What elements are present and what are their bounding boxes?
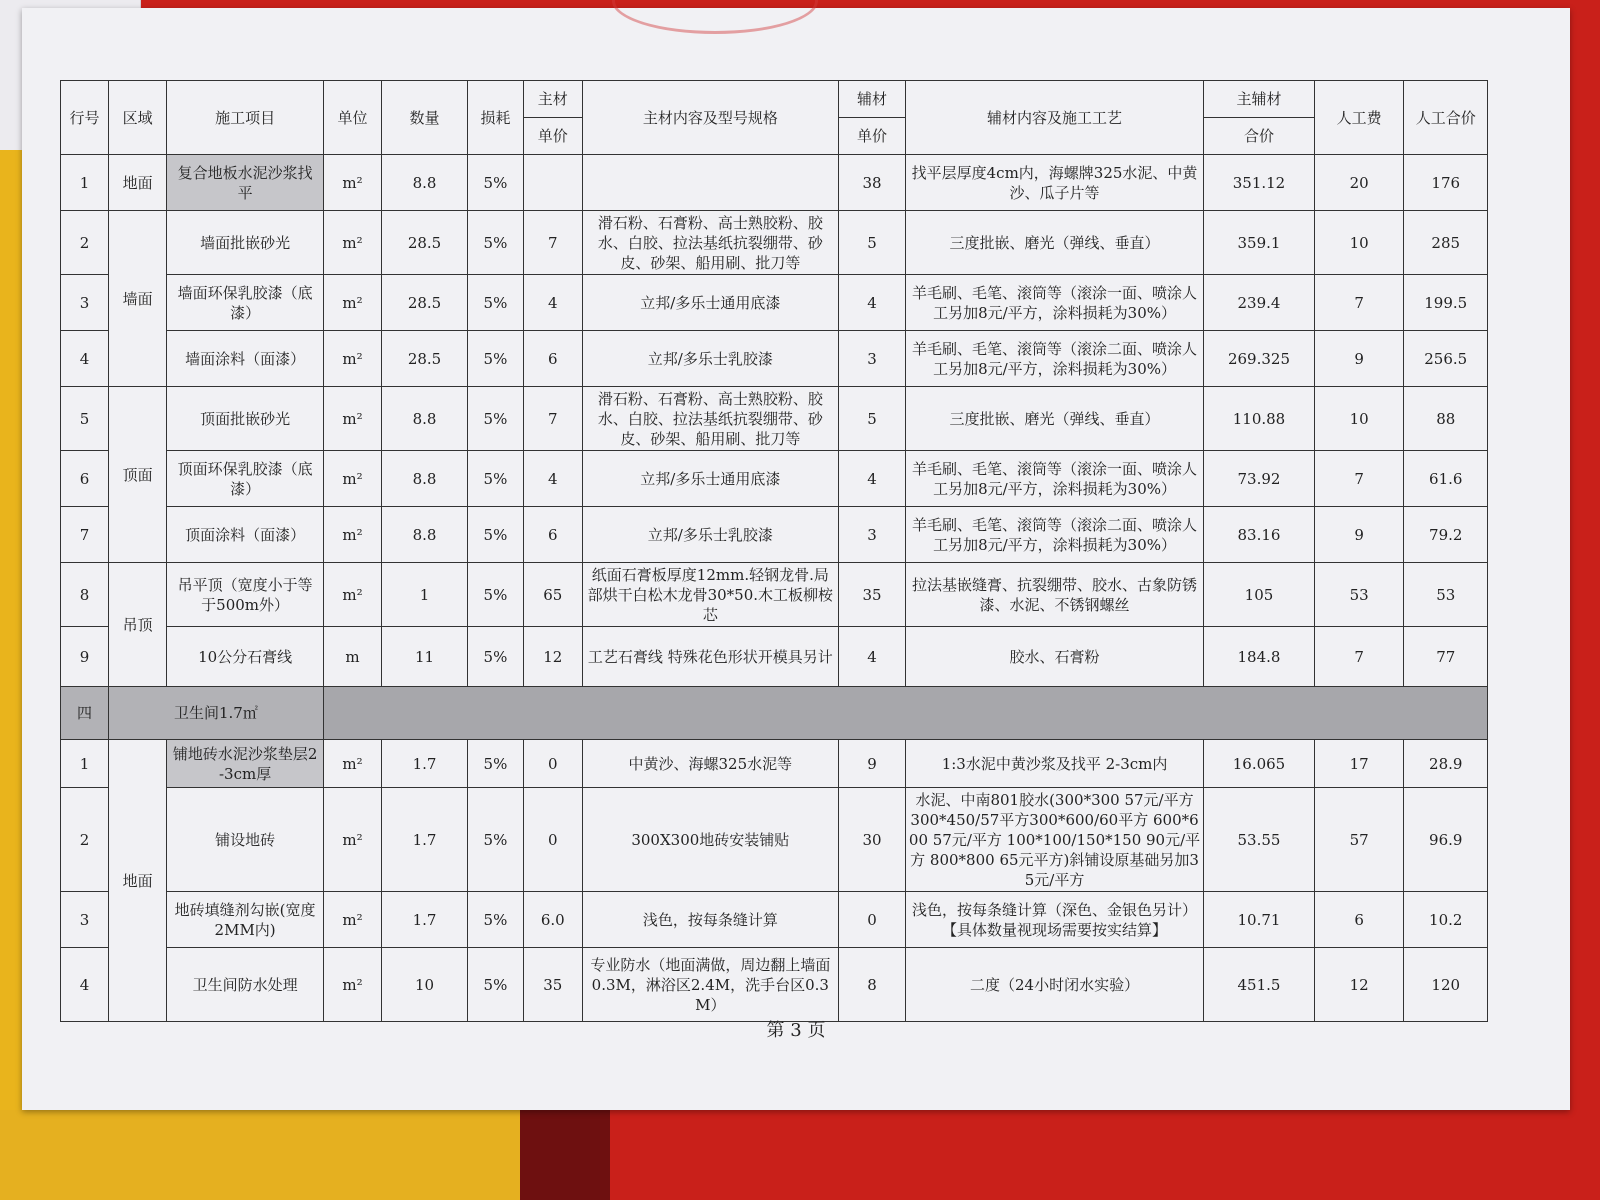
header-aux-price: 单价 bbox=[839, 118, 906, 155]
cell-main-spec: 立邦/多乐士通用底漆 bbox=[582, 275, 839, 331]
header-main-material: 主材 bbox=[524, 81, 582, 118]
cell-aux-spec: 拉法基嵌缝膏、抗裂绷带、胶水、古象防锈漆、水泥、不锈钢螺丝 bbox=[905, 563, 1203, 627]
cell-qty: 1.7 bbox=[382, 788, 468, 892]
cell-aux-spec: 三度批嵌、磨光（弹线、垂直） bbox=[905, 211, 1203, 275]
cell-row-no: 1 bbox=[61, 740, 109, 788]
cell-loss: 5% bbox=[467, 948, 523, 1022]
cell-loss: 5% bbox=[467, 155, 523, 211]
cell-unit: m² bbox=[323, 507, 381, 563]
cell-qty: 28.5 bbox=[382, 331, 468, 387]
cell-row-no: 3 bbox=[61, 892, 109, 948]
cell-aux-price: 0 bbox=[839, 892, 906, 948]
cell-qty: 8.8 bbox=[382, 507, 468, 563]
cell-labor-total: 285 bbox=[1404, 211, 1488, 275]
table-body-bathroom bbox=[61, 740, 1488, 1022]
cell-aux-spec: 三度批嵌、磨光（弹线、垂直） bbox=[905, 387, 1203, 451]
cell-unit: m² bbox=[323, 563, 381, 627]
cell-unit: m bbox=[323, 627, 381, 687]
cell-aux-spec: 胶水、石膏粉 bbox=[905, 627, 1203, 687]
header-unit: 单位 bbox=[323, 81, 381, 155]
cell-total: 83.16 bbox=[1204, 507, 1315, 563]
cell-aux-spec: 羊毛刷、毛笔、滚筒等（滚涂二面、喷涂人工另加8元/平方，涂料损耗为30%） bbox=[905, 507, 1203, 563]
cell-loss: 5% bbox=[467, 563, 523, 627]
cell-item: 顶面涂料（面漆） bbox=[167, 507, 323, 563]
cell-labor: 10 bbox=[1314, 387, 1404, 451]
cell-main-spec: 300X300地砖安装铺贴 bbox=[582, 788, 839, 892]
cell-aux-spec: 浅色，按每条缝计算（深色、金银色另计）【具体数量视现场需要按实结算】 bbox=[905, 892, 1203, 948]
cell-unit: m² bbox=[323, 788, 381, 892]
cell-total: 269.325 bbox=[1204, 331, 1315, 387]
table-row bbox=[61, 331, 1488, 387]
cell-labor: 7 bbox=[1314, 451, 1404, 507]
cell-aux-price: 4 bbox=[839, 627, 906, 687]
cell-main-price: 6.0 bbox=[524, 892, 582, 948]
cell-row-no: 4 bbox=[61, 331, 109, 387]
cell-total: 16.065 bbox=[1204, 740, 1315, 788]
cell-row-no: 9 bbox=[61, 627, 109, 687]
cell-labor: 20 bbox=[1314, 155, 1404, 211]
cell-aux-spec: 羊毛刷、毛笔、滚筒等（滚涂一面、喷涂人工另加8元/平方，涂料损耗为30%） bbox=[905, 451, 1203, 507]
cell-item: 墙面环保乳胶漆（底漆） bbox=[167, 275, 323, 331]
cell-unit: m² bbox=[323, 740, 381, 788]
cell-loss: 5% bbox=[467, 451, 523, 507]
cell-main-spec: 工艺石膏线 特殊花色形状开模具另计 bbox=[582, 627, 839, 687]
cell-item: 铺设地砖 bbox=[167, 788, 323, 892]
cell-labor: 7 bbox=[1314, 275, 1404, 331]
cell-main-spec: 立邦/多乐士乳胶漆 bbox=[582, 331, 839, 387]
cell-main-price: 4 bbox=[524, 451, 582, 507]
table-header bbox=[61, 81, 1488, 155]
cell-aux-price: 5 bbox=[839, 211, 906, 275]
cell-main-price bbox=[524, 155, 582, 211]
cell-main-spec: 专业防水（地面满做，周边翻上墙面0.3M，淋浴区2.4M，洗手台区0.3M） bbox=[582, 948, 839, 1022]
cell-total: 184.8 bbox=[1204, 627, 1315, 687]
cell-unit: m² bbox=[323, 948, 381, 1022]
cell-labor-total: 79.2 bbox=[1404, 507, 1488, 563]
cell-total: 351.12 bbox=[1204, 155, 1315, 211]
cell-aux-price: 38 bbox=[839, 155, 906, 211]
cell-total: 359.1 bbox=[1204, 211, 1315, 275]
cell-total: 451.5 bbox=[1204, 948, 1315, 1022]
cell-qty: 8.8 bbox=[382, 387, 468, 451]
cell-main-price: 65 bbox=[524, 563, 582, 627]
cell-item: 顶面批嵌砂光 bbox=[167, 387, 323, 451]
cell-aux-spec: 1:3水泥中黄沙浆及找平 2-3cm内 bbox=[905, 740, 1203, 788]
quotation-table bbox=[60, 80, 1488, 1022]
cell-aux-price: 3 bbox=[839, 507, 906, 563]
cell-item: 墙面批嵌砂光 bbox=[167, 211, 323, 275]
background-yellow-bottom bbox=[0, 1110, 520, 1200]
table-row bbox=[61, 211, 1488, 275]
cell-qty: 10 bbox=[382, 948, 468, 1022]
table-row bbox=[61, 387, 1488, 451]
cell-qty: 1 bbox=[382, 563, 468, 627]
cell-loss: 5% bbox=[467, 507, 523, 563]
header-main-spec: 主材内容及型号规格 bbox=[582, 81, 839, 155]
cell-row-no: 5 bbox=[61, 387, 109, 451]
cell-main-price: 0 bbox=[524, 788, 582, 892]
header-aux-spec: 辅材内容及施工工艺 bbox=[905, 81, 1203, 155]
table-row bbox=[61, 892, 1488, 948]
header-item: 施工项目 bbox=[167, 81, 323, 155]
cell-main-price: 7 bbox=[524, 387, 582, 451]
cell-total: 105 bbox=[1204, 563, 1315, 627]
cell-area: 地面 bbox=[108, 740, 166, 1022]
cell-main-price: 12 bbox=[524, 627, 582, 687]
cell-loss: 5% bbox=[467, 331, 523, 387]
cell-qty: 1.7 bbox=[382, 740, 468, 788]
cell-labor: 12 bbox=[1314, 948, 1404, 1022]
cell-main-spec: 立邦/多乐士乳胶漆 bbox=[582, 507, 839, 563]
cell-row-no: 1 bbox=[61, 155, 109, 211]
cell-loss: 5% bbox=[467, 788, 523, 892]
cell-aux-price: 35 bbox=[839, 563, 906, 627]
cell-row-no: 7 bbox=[61, 507, 109, 563]
cell-row-no: 4 bbox=[61, 948, 109, 1022]
cell-row-no: 6 bbox=[61, 451, 109, 507]
cell-row-no: 3 bbox=[61, 275, 109, 331]
header-total-top: 主辅材 bbox=[1204, 81, 1315, 118]
cell-total: 239.4 bbox=[1204, 275, 1315, 331]
cell-main-price: 6 bbox=[524, 507, 582, 563]
cell-item: 卫生间防水处理 bbox=[167, 948, 323, 1022]
cell-labor-total: 77 bbox=[1404, 627, 1488, 687]
cell-main-price: 0 bbox=[524, 740, 582, 788]
cell-aux-price: 9 bbox=[839, 740, 906, 788]
cell-unit: m² bbox=[323, 155, 381, 211]
cell-loss: 5% bbox=[467, 892, 523, 948]
header-row-no: 行号 bbox=[61, 81, 109, 155]
cell-item: 10公分石膏线 bbox=[167, 627, 323, 687]
header-labor-total: 人工合价 bbox=[1404, 81, 1488, 155]
section-band bbox=[323, 687, 1487, 740]
cell-main-spec: 纸面石膏板厚度12mm.轻钢龙骨.局部烘干白松木龙骨30*50.木工板柳桉芯 bbox=[582, 563, 839, 627]
cell-labor: 7 bbox=[1314, 627, 1404, 687]
cell-aux-spec: 二度（24小时闭水实验） bbox=[905, 948, 1203, 1022]
cell-labor-total: 61.6 bbox=[1404, 451, 1488, 507]
cell-aux-price: 5 bbox=[839, 387, 906, 451]
section-number: 四 bbox=[61, 687, 109, 740]
table-row bbox=[61, 788, 1488, 892]
cell-total: 73.92 bbox=[1204, 451, 1315, 507]
cell-labor-total: 120 bbox=[1404, 948, 1488, 1022]
table-row bbox=[61, 451, 1488, 507]
cell-item: 铺地砖水泥沙浆垫层2-3cm厚 bbox=[167, 740, 323, 788]
cell-loss: 5% bbox=[467, 211, 523, 275]
cell-area: 吊顶 bbox=[108, 563, 166, 687]
cell-aux-spec: 找平层厚度4cm内，海螺牌325水泥、中黄沙、瓜子片等 bbox=[905, 155, 1203, 211]
cell-main-spec: 立邦/多乐士通用底漆 bbox=[582, 451, 839, 507]
cell-qty: 11 bbox=[382, 627, 468, 687]
cell-area: 顶面 bbox=[108, 387, 166, 563]
cell-loss: 5% bbox=[467, 387, 523, 451]
cell-item: 地砖填缝剂勾嵌(宽度2MM内) bbox=[167, 892, 323, 948]
table-row bbox=[61, 275, 1488, 331]
cell-labor-total: 96.9 bbox=[1404, 788, 1488, 892]
table-row bbox=[61, 740, 1488, 788]
table-row bbox=[61, 155, 1488, 211]
cell-aux-price: 4 bbox=[839, 451, 906, 507]
page-number: 第 3 页 bbox=[766, 1020, 826, 1041]
cell-main-price: 7 bbox=[524, 211, 582, 275]
cell-unit: m² bbox=[323, 275, 381, 331]
red-stamp bbox=[612, 0, 818, 34]
cell-loss: 5% bbox=[467, 627, 523, 687]
section-header bbox=[61, 687, 1488, 740]
cell-aux-price: 3 bbox=[839, 331, 906, 387]
cell-aux-price: 4 bbox=[839, 275, 906, 331]
cell-item: 墙面涂料（面漆） bbox=[167, 331, 323, 387]
cell-labor: 17 bbox=[1314, 740, 1404, 788]
cell-area: 墙面 bbox=[108, 211, 166, 387]
cell-total: 53.55 bbox=[1204, 788, 1315, 892]
cell-labor: 10 bbox=[1314, 211, 1404, 275]
cell-qty: 1.7 bbox=[382, 892, 468, 948]
cell-main-spec: 滑石粉、石膏粉、高士熟胶粉、胶水、白胶、拉法基纸抗裂绷带、砂皮、砂架、船用刷、批刀等 bbox=[582, 211, 839, 275]
cell-main-spec: 浅色，按每条缝计算 bbox=[582, 892, 839, 948]
cell-labor-total: 256.5 bbox=[1404, 331, 1488, 387]
cell-labor-total: 199.5 bbox=[1404, 275, 1488, 331]
cell-unit: m² bbox=[323, 211, 381, 275]
cell-area: 地面 bbox=[108, 155, 166, 211]
cell-labor: 53 bbox=[1314, 563, 1404, 627]
cell-main-spec bbox=[582, 155, 839, 211]
cell-row-no: 2 bbox=[61, 211, 109, 275]
header-labor: 人工费 bbox=[1314, 81, 1404, 155]
cell-aux-price: 8 bbox=[839, 948, 906, 1022]
cell-loss: 5% bbox=[467, 275, 523, 331]
cell-labor: 9 bbox=[1314, 507, 1404, 563]
header-area: 区域 bbox=[108, 81, 166, 155]
cell-aux-spec: 羊毛刷、毛笔、滚筒等（滚涂二面、喷涂人工另加8元/平方，涂料损耗为30%） bbox=[905, 331, 1203, 387]
header-aux-material: 辅材 bbox=[839, 81, 906, 118]
table-row bbox=[61, 627, 1488, 687]
cell-row-no: 8 bbox=[61, 563, 109, 627]
cell-main-price: 4 bbox=[524, 275, 582, 331]
cell-qty: 8.8 bbox=[382, 155, 468, 211]
cell-qty: 28.5 bbox=[382, 211, 468, 275]
quotation-page bbox=[22, 8, 1570, 1110]
header-qty: 数量 bbox=[382, 81, 468, 155]
cell-labor-total: 53 bbox=[1404, 563, 1488, 627]
cell-unit: m² bbox=[323, 387, 381, 451]
header-loss: 损耗 bbox=[467, 81, 523, 155]
cell-total: 10.71 bbox=[1204, 892, 1315, 948]
cell-labor: 57 bbox=[1314, 788, 1404, 892]
cell-aux-spec: 羊毛刷、毛笔、滚筒等（滚涂一面、喷涂人工另加8元/平方，涂料损耗为30%） bbox=[905, 275, 1203, 331]
cell-labor-total: 88 bbox=[1404, 387, 1488, 451]
cell-aux-spec: 水泥、中南801胶水(300*300 57元/平方 300*450/57平方300*600/60平方 600*600 57元/平方 100*100/150*150 90元/平方 800*800 65元平方)斜铺设原基础另加35元/平方 bbox=[905, 788, 1203, 892]
cell-item: 顶面环保乳胶漆（底漆） bbox=[167, 451, 323, 507]
cell-item: 吊平顶（宽度小于等于500m外） bbox=[167, 563, 323, 627]
cell-main-spec: 滑石粉、石膏粉、高士熟胶粉、胶水、白胶、拉法基纸抗裂绷带、砂皮、砂架、船用刷、批刀等 bbox=[582, 387, 839, 451]
cell-qty: 28.5 bbox=[382, 275, 468, 331]
cell-loss: 5% bbox=[467, 740, 523, 788]
cell-main-price: 35 bbox=[524, 948, 582, 1022]
cell-unit: m² bbox=[323, 331, 381, 387]
cell-row-no: 2 bbox=[61, 788, 109, 892]
header-total-bottom: 合价 bbox=[1204, 118, 1315, 155]
cell-qty: 8.8 bbox=[382, 451, 468, 507]
cell-item: 复合地板水泥沙浆找平 bbox=[167, 155, 323, 211]
cell-unit: m² bbox=[323, 451, 381, 507]
cell-labor: 9 bbox=[1314, 331, 1404, 387]
cell-aux-price: 30 bbox=[839, 788, 906, 892]
header-main-price: 单价 bbox=[524, 118, 582, 155]
table-row bbox=[61, 948, 1488, 1022]
cell-main-price: 6 bbox=[524, 331, 582, 387]
cell-unit: m² bbox=[323, 892, 381, 948]
cell-total: 110.88 bbox=[1204, 387, 1315, 451]
table-body bbox=[61, 155, 1488, 687]
table-row bbox=[61, 563, 1488, 627]
cell-labor: 6 bbox=[1314, 892, 1404, 948]
cell-labor-total: 176 bbox=[1404, 155, 1488, 211]
cell-main-spec: 中黄沙、海螺325水泥等 bbox=[582, 740, 839, 788]
cell-labor-total: 28.9 bbox=[1404, 740, 1488, 788]
section-title: 卫生间1.7㎡ bbox=[108, 687, 323, 740]
table-row bbox=[61, 507, 1488, 563]
cell-labor-total: 10.2 bbox=[1404, 892, 1488, 948]
background-dark-stripe bbox=[520, 1110, 610, 1200]
